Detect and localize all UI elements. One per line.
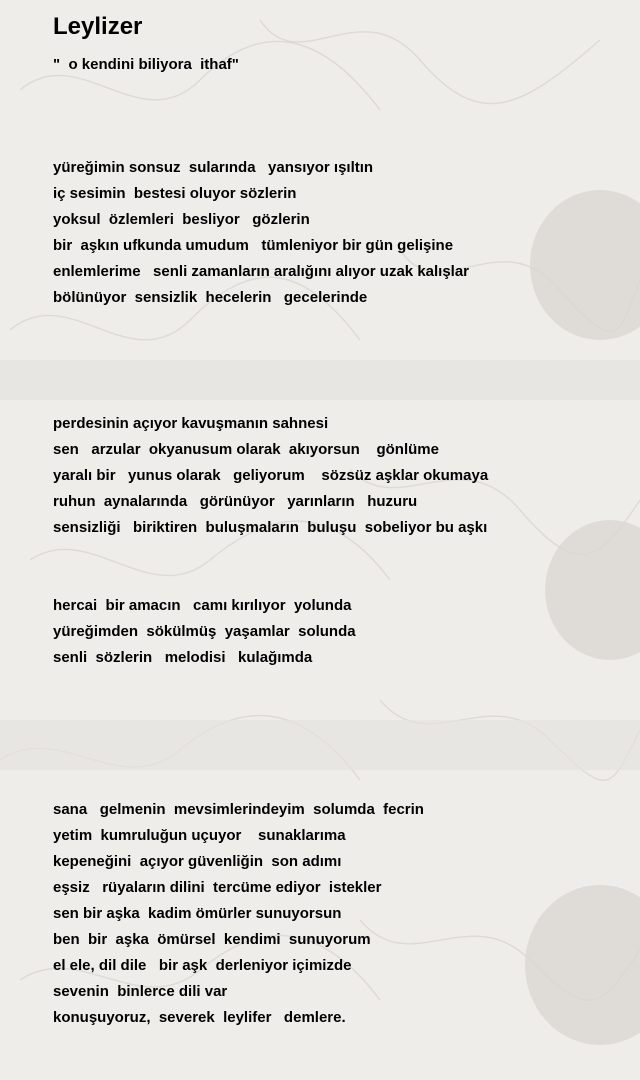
poem-line: yetim kumruluğun uçuyor sunaklarıma [53, 827, 346, 844]
poem-line: eşsiz rüyaların dilini tercüme ediyor istekler [53, 879, 382, 896]
poem-line: perdesinin açıyor kavuşmanın sahnesi [53, 415, 329, 432]
poem-line: sensizliği biriktiren buluşmaların buluşu sobeliyor bu aşkı [53, 519, 488, 536]
poem-line: yoksul özlemleri besliyor gözlerin [53, 211, 310, 228]
stanza-4 [53, 797, 424, 1031]
poem-line: bölünüyor sensizlik hecelerin gecelerinde [53, 289, 368, 306]
poem-line: yüreğimden sökülmüş yaşamlar solunda [53, 623, 356, 640]
poem-line: enlemlerime senli zamanların aralığını alıyor uzak kalışlar [53, 263, 470, 280]
poem-dedication: " o kendini biliyora ithaf" [53, 56, 239, 73]
poem-line: yüreğimin sonsuz sularında yansıyor ışıltın [53, 159, 374, 176]
stanza-2 [53, 411, 488, 541]
poem-line: ben bir aşka ömürsel kendimi sunuyorum [53, 931, 371, 948]
poem-line: yaralı bir yunus olarak geliyorum sözsüz aşklar okumaya [53, 467, 489, 484]
stanza-3 [53, 593, 356, 671]
poem-line: ruhun aynalarında görünüyor yarınların huzuru [53, 493, 418, 510]
stanza-1 [53, 155, 469, 311]
poem-line: konuşuyoruz, severek leylifer demlere. [53, 1009, 346, 1026]
poem-line: bir aşkın ufkunda umudum tümleniyor bir gün gelişine [53, 237, 454, 254]
poem-line: sen bir aşka kadim ömürler sunuyorsun [53, 905, 342, 922]
poem-line: sana gelmenin mevsimlerindeyim solumda fecrin [53, 801, 424, 818]
poem-line: iç sesimin bestesi oluyor sözlerin [53, 185, 297, 202]
poem-line: kepeneğini açıyor güvenliğin son adımı [53, 853, 342, 870]
poem-line: sen arzular okyanusum olarak akıyorsun gönlüme [53, 441, 439, 458]
poem-title: Leylizer [53, 13, 143, 40]
poem-line: senli sözlerin melodisi kulağımda [53, 649, 313, 666]
poem-line: hercai bir amacın camı kırılıyor yolunda [53, 597, 352, 614]
poem-line: el ele, dil dile bir aşk derleniyor içimizde [53, 957, 352, 974]
poem-line: sevenin binlerce dili var [53, 983, 228, 1000]
